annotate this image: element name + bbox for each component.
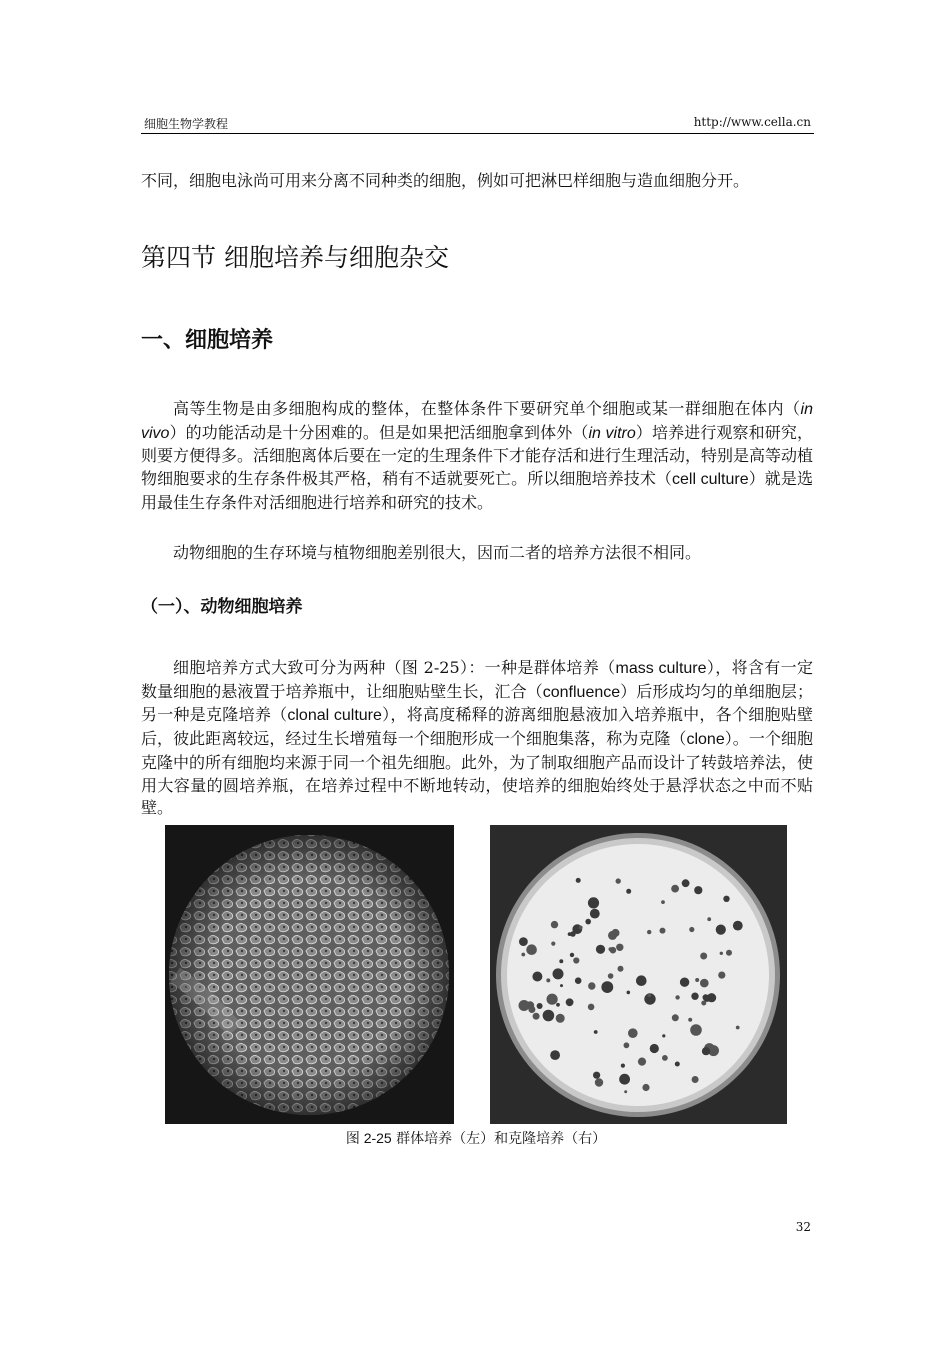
colony	[628, 1028, 638, 1038]
paragraph-cell-culture	[141, 398, 813, 515]
colony	[621, 1064, 625, 1068]
colony	[689, 927, 694, 932]
colony	[609, 947, 613, 951]
term-mass-culture: mass culture	[615, 660, 707, 677]
figure-mass-culture	[165, 825, 454, 1124]
para1-text-4: ）就是选用最佳生存条件对活细胞进行培养和研究的技术。	[141, 469, 813, 512]
para3-text-2: ），将含有一定数量细胞的悬液置于培养瓶中，让细胞贴壁生长，汇合（	[141, 658, 813, 701]
colony	[573, 957, 579, 963]
colony	[723, 896, 729, 902]
colony	[596, 945, 605, 954]
colony	[716, 925, 726, 935]
para3-text-4: ），将高度稀释的游离细胞悬液加入培养瓶中，各个细胞贴壁后，彼此距离较远，经过生长增殖每一个细胞形成一个细胞集落，称为克隆（	[141, 705, 813, 749]
colony	[551, 921, 558, 928]
colony	[626, 889, 631, 894]
colony	[547, 994, 558, 1005]
term-in-vivo: in vivo	[141, 401, 813, 442]
colony	[624, 1042, 630, 1048]
colony	[521, 953, 525, 957]
colony	[627, 991, 631, 995]
colony	[556, 1003, 560, 1007]
colony	[720, 952, 723, 955]
colony	[661, 900, 665, 904]
colony	[736, 1026, 740, 1030]
colony	[575, 977, 582, 984]
colony	[579, 926, 583, 930]
colony	[588, 982, 595, 989]
colony	[568, 932, 572, 936]
caption-label: 图 2-25	[345, 1130, 392, 1146]
colony	[694, 886, 702, 894]
para1-text-2: ）的功能活动是十分困难的。但是如果把活细胞拿到体外（	[169, 422, 589, 442]
colony	[726, 950, 732, 956]
colony	[559, 959, 563, 963]
colony	[532, 972, 542, 982]
colony	[718, 972, 725, 979]
caption-text: 群体培养（左）和克隆培养（右）	[391, 1131, 607, 1147]
para3-text-1: 细胞培养方式大致可分为两种（图 2-25）：一种是群体培养（	[173, 658, 616, 677]
colony	[595, 1078, 603, 1086]
colony	[543, 1010, 555, 1022]
colony	[682, 879, 690, 887]
header-url[interactable]: http://www.cella.cn	[693, 115, 811, 129]
colony	[700, 979, 709, 988]
colony	[593, 1072, 600, 1079]
colony	[707, 917, 711, 921]
colony	[601, 981, 613, 993]
mass-culture-image	[165, 825, 454, 1124]
colony	[616, 944, 623, 951]
figure-clonal-culture	[490, 825, 787, 1124]
term-in-vitro: in vitro	[588, 424, 636, 442]
subsection-title: 一、细胞培养	[141, 328, 274, 353]
clonal-culture-image	[490, 825, 787, 1124]
colony	[647, 993, 651, 997]
paragraph-culture-methods	[141, 657, 813, 820]
colony	[703, 994, 709, 1000]
colony	[570, 953, 574, 957]
colony	[638, 1058, 646, 1066]
colony	[553, 968, 564, 979]
colony	[671, 885, 679, 893]
colony	[619, 1074, 630, 1085]
colony	[675, 995, 679, 999]
colony	[675, 1062, 680, 1067]
colony	[550, 1050, 560, 1060]
para3-text-5: ）。一个细胞克隆中的所有细胞均来源于同一个祖先细胞。此外，为了制取细胞产品而设计了转鼓培养法，使用大容量的圆培养瓶，在培养过程中不断地转动，使培养的细胞始终处于悬浮状态之中而不贴壁。	[141, 729, 814, 818]
colony	[551, 942, 555, 946]
colony	[566, 998, 574, 1006]
colony	[662, 1034, 665, 1037]
colony	[608, 931, 617, 940]
colony	[528, 1006, 535, 1013]
colony	[690, 1024, 702, 1036]
colony	[588, 897, 599, 908]
colony	[660, 928, 666, 934]
colony	[650, 1044, 659, 1053]
term-clone: clone	[686, 731, 725, 749]
colony	[692, 1076, 699, 1083]
colony	[519, 937, 528, 946]
colony	[733, 921, 743, 931]
colony	[662, 1055, 668, 1061]
colony	[624, 1090, 627, 1093]
page-header	[141, 113, 814, 134]
colony	[526, 944, 537, 955]
section-title: 第四节 细胞培养与细胞杂交	[141, 243, 449, 272]
colony	[590, 909, 600, 919]
colony	[616, 878, 621, 883]
colony	[691, 993, 698, 1000]
colony	[700, 953, 707, 960]
subsubsection-title: （一）、动物细胞培养	[141, 597, 303, 617]
colony	[546, 978, 550, 982]
colony	[594, 1030, 598, 1034]
intro-paragraph: 不同，细胞电泳尚可用来分离不同种类的细胞，例如可把淋巴样细胞与造血细胞分开。	[141, 171, 750, 190]
colony	[585, 919, 591, 925]
colony	[608, 973, 614, 979]
para1-text-3: ）培养进行观察和研究，则要方便得多。活细胞离体后要在一定的生理条件下才能存活和进行生理活动，特别是高等动植物细胞要求的生存条件极其严格，稍有不适就要死亡。所以细胞培养技术（	[141, 422, 814, 489]
colony	[636, 975, 647, 986]
figure-caption	[0, 1128, 952, 1148]
colony	[519, 1000, 530, 1011]
colony	[533, 1013, 540, 1020]
para3-text-3: ）后形成均匀的单细胞层；另一种是克隆培养（	[141, 681, 813, 725]
colony	[560, 984, 563, 987]
colony	[576, 878, 581, 883]
colony	[588, 1004, 595, 1011]
header-book-title: 细胞生物学教程	[144, 117, 229, 131]
colony	[695, 978, 699, 982]
colony	[618, 966, 624, 972]
page-number: 32	[795, 1220, 811, 1234]
paragraph-animal-plant: 动物细胞的生存环境与植物细胞差别很大，因而二者的培养方法很不相同。	[173, 543, 702, 562]
colony	[680, 978, 689, 987]
colony	[537, 1003, 543, 1009]
para1-text-1: 高等生物是由多细胞构成的整体，在整体条件下要研究单个细胞或某一群细胞在体内（	[173, 399, 801, 418]
term-confluence: confluence	[542, 683, 621, 701]
colony	[647, 930, 651, 934]
colony	[556, 1014, 565, 1023]
term-cell-culture: cell culture	[672, 471, 749, 489]
colony	[688, 1018, 692, 1022]
term-clonal-culture: clonal culture	[287, 707, 382, 725]
colony	[702, 1047, 710, 1055]
colony	[642, 1084, 649, 1091]
colony	[672, 1014, 679, 1021]
